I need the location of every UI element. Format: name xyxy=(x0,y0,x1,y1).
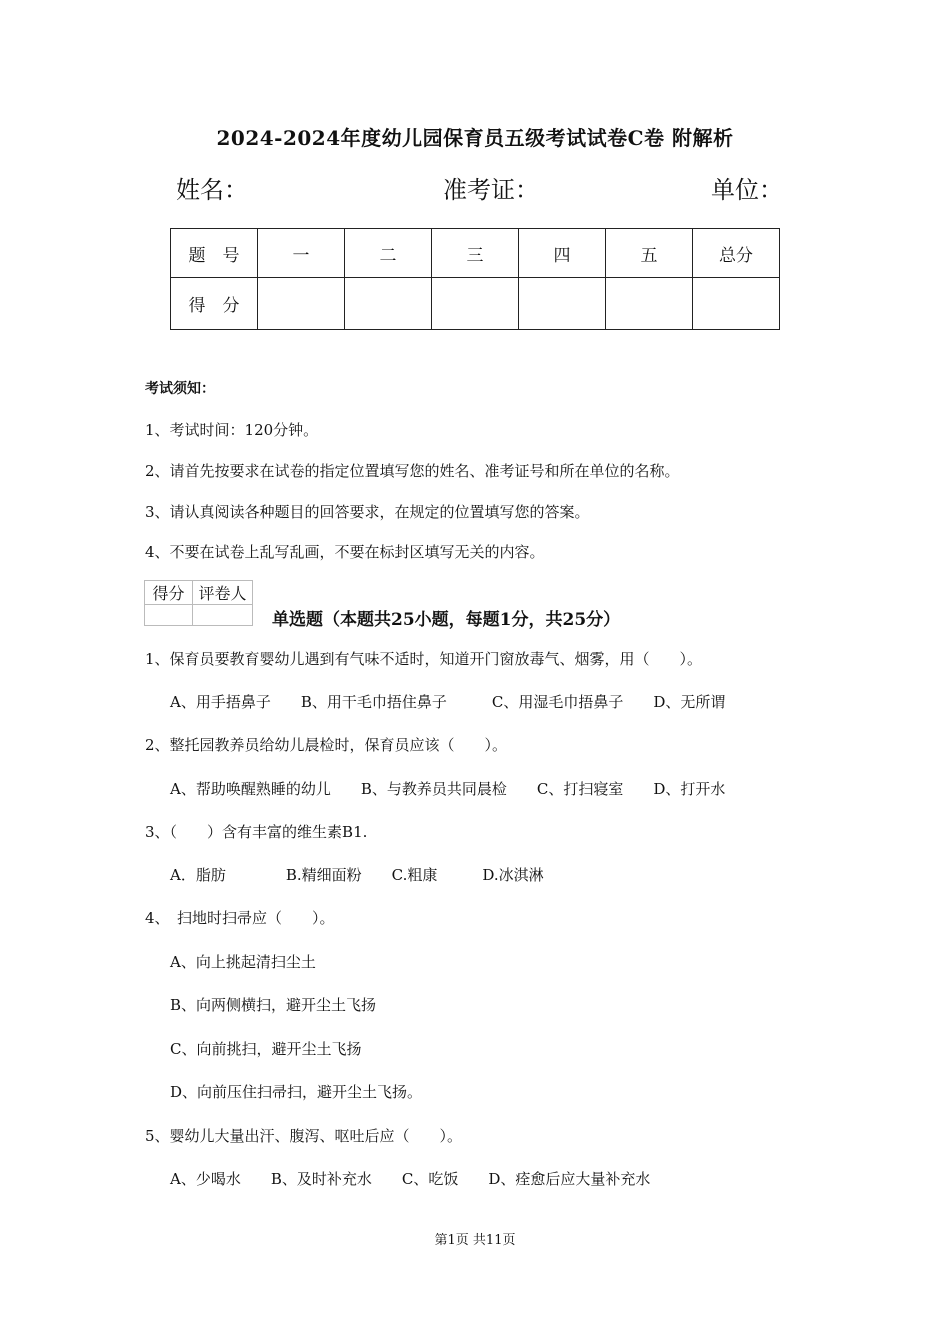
question-2-options: A、帮助唤醒熟睡的幼儿 B、与教养员共同晨检 C、打扫寝室 D、打开水 xyxy=(170,780,726,798)
grader-score-cell[interactable] xyxy=(145,605,193,626)
score-header-cell: 二 xyxy=(345,229,432,278)
score-header-cell: 四 xyxy=(519,229,606,278)
score-input-cell[interactable] xyxy=(519,278,606,330)
notice-item: 4、不要在试卷上乱写乱画，不要在标封区填写无关的内容。 xyxy=(145,543,545,561)
grader-score-label: 得分 xyxy=(145,581,193,605)
score-row-label: 得 分 xyxy=(171,278,258,330)
question-4-option-b: B、向两侧横扫，避开尘土飞扬 xyxy=(170,996,377,1014)
score-table xyxy=(170,228,780,330)
question-4-option-d: D、向前压住扫帚扫，避开尘土飞扬。 xyxy=(170,1083,423,1101)
question-4-option-a: A、向上挑起清扫尘土 xyxy=(170,953,316,971)
grader-box xyxy=(144,580,253,626)
notice-item: 1、考试时间：120分钟。 xyxy=(145,421,319,439)
score-input-cell[interactable] xyxy=(693,278,780,330)
page-footer: 第1页 共11页 xyxy=(434,1233,516,1248)
notice-heading: 考试须知： xyxy=(145,381,215,397)
candidate-info-row xyxy=(0,170,950,204)
page-title: 2024-2024年度幼儿园保育员五级考试试卷C卷 附解析 xyxy=(216,126,734,150)
notice-item: 3、请认真阅读各种题目的回答要求，在规定的位置填写您的答案。 xyxy=(145,503,590,521)
question-4-option-c: C、向前挑扫，避开尘土飞扬 xyxy=(170,1040,362,1058)
question-2: 2、整托园教养员给幼儿晨检时，保育员应该（ ）。 xyxy=(145,736,508,754)
name-label: 姓名： xyxy=(176,176,248,204)
score-table-score-row xyxy=(171,278,780,330)
question-3-options: A．脂肪 B.精细面粉 C.粗康 D.冰淇淋 xyxy=(170,866,544,884)
score-input-cell[interactable] xyxy=(606,278,693,330)
exam-number-label: 准考证： xyxy=(443,176,539,204)
score-input-cell[interactable] xyxy=(258,278,345,330)
unit-label: 单位： xyxy=(711,176,783,204)
score-input-cell[interactable] xyxy=(345,278,432,330)
score-input-cell[interactable] xyxy=(432,278,519,330)
question-1: 1、保育员要教育婴幼儿遇到有气味不适时，知道开门窗放毒气、烟雾，用（ ）。 xyxy=(145,650,703,668)
question-5-options: A、少喝水 B、及时补充水 C、吃饭 D、痊愈后应大量补充水 xyxy=(170,1170,651,1188)
question-3: 3、（ ）含有丰富的维生素B1. xyxy=(145,823,368,841)
question-5: 5、婴幼儿大量出汗、腹泻、呕吐后应（ ）。 xyxy=(145,1127,463,1145)
question-4: 4、 扫地时扫帚应（ ）。 xyxy=(145,909,335,927)
question-1-options: A、用手捂鼻子 B、用干毛巾捂住鼻子 C、用湿毛巾捂鼻子 D、无所谓 xyxy=(170,693,726,711)
score-table-header-row xyxy=(171,229,780,278)
score-header-cell: 一 xyxy=(258,229,345,278)
score-header-cell: 题 号 xyxy=(171,229,258,278)
score-header-cell: 五 xyxy=(606,229,693,278)
grader-name-cell[interactable] xyxy=(193,605,253,626)
grader-name-label: 评卷人 xyxy=(193,581,253,605)
score-header-cell: 三 xyxy=(432,229,519,278)
score-header-cell: 总分 xyxy=(693,229,780,278)
section-heading: 单选题（本题共25小题，每题1分，共25分） xyxy=(272,610,621,630)
notice-item: 2、请首先按要求在试卷的指定位置填写您的姓名、准考证号和所在单位的名称。 xyxy=(145,462,680,480)
